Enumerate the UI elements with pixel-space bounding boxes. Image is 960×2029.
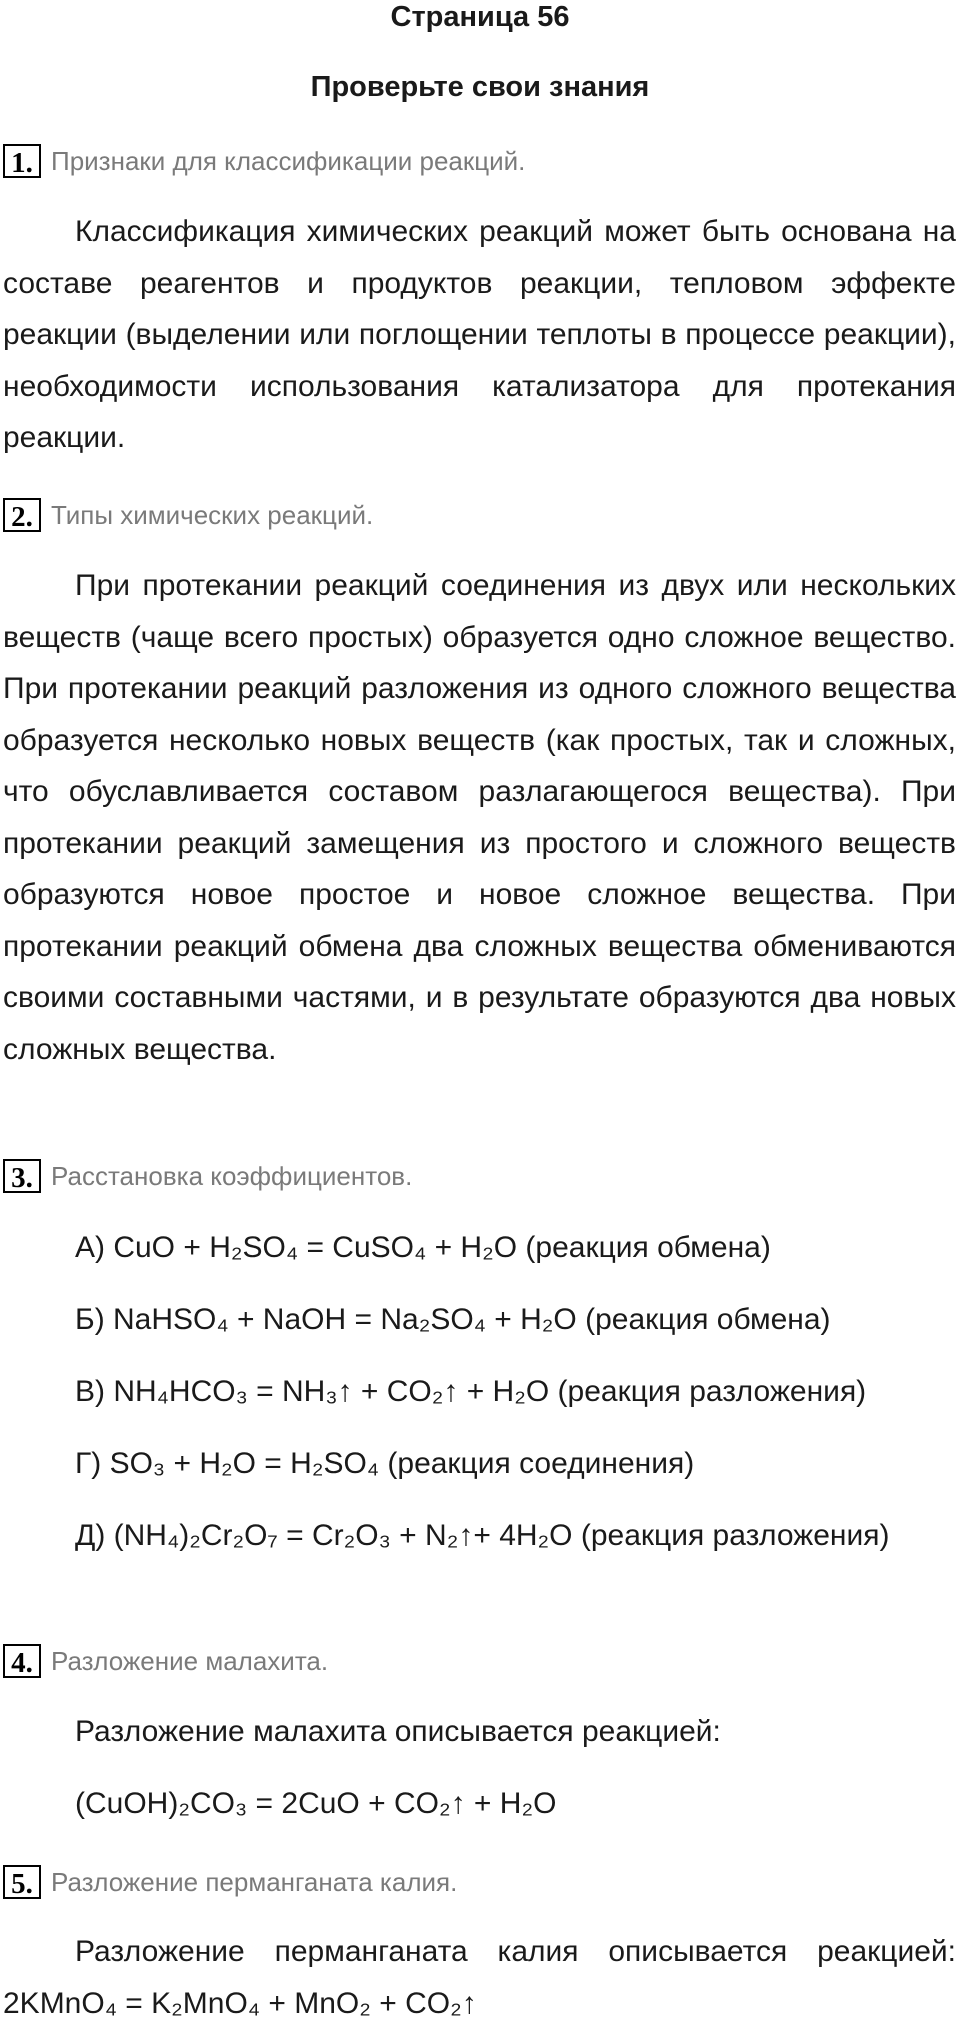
question-1-header [3,141,525,181]
question-3-header [3,1156,412,1196]
page-title: Страница 56 [390,1,570,33]
question-number-badge: 1. [3,144,41,178]
question-title: Признаки для классификации реакций. [51,145,526,176]
question-5-header [3,1862,457,1902]
section-title: Проверьте свои знания [310,71,650,103]
equation-a: А) CuO + H₂SO₄ = CuSO₄ + H₂O (реакция обмена) [75,1231,771,1264]
question-number-badge: 3. [3,1159,41,1193]
question-title: Расстановка коэффициентов. [51,1160,413,1191]
question-title: Разложение перманганата калия. [51,1866,458,1897]
question-number-badge: 2. [3,498,41,532]
question-4-header [3,1641,328,1681]
question-4-answer: Разложение малахита описывается реакцией: [75,1715,721,1748]
question-2-answer: При протекании реакций соединения из двух или нескольких веществ (чаще всего простых) образуется одно сложное вещество. При протекании реакций разложения из одного сложного вещества образуется несколько новых веществ (как простых, так и сложных, что обуславливается составом разлагающегося вещества). При протекании реакций замещения из простого и сложного веществ образуются новое простое и новое сложное вещества. При протекании реакций обмена два сложных вещества обмениваются своими составными частями, и в результате образуются два новых сложных вещества. [3,569,956,1066]
equation-v: В) NH₄HCO₃ = NH₃↑ + CO₂↑ + H₂O (реакция разложения) [75,1375,867,1408]
question-number-badge: 5. [3,1865,41,1899]
question-2-header [3,495,373,535]
question-title: Типы химических реакций. [51,499,374,530]
equation-d: Д) (NH₄)₂Cr₂O₇ = Cr₂O₃ + N₂↑+ 4H₂O (реакция разложения) [75,1519,890,1552]
malachite-equation: (CuOH)₂CO₃ = 2CuO + CO₂↑ + H₂O [75,1787,557,1820]
question-5-answer: Разложение перманганата калия описывается реакцией: 2KMnO₄ = K₂MnO₄ + MnO₂ + CO₂↑ [3,1935,956,2020]
equation-g: Г) SO₃ + H₂O = H₂SO₄ (реакция соединения) [75,1447,695,1480]
question-1-answer: Классификация химических реакций может быть основана на составе реагентов и продуктов реакции, тепловом эффекте реакции (выделении или поглощении теплоты в процессе реакции), необходимости использования катализатора для протекания реакции. [3,215,956,454]
question-number-badge: 4. [3,1644,41,1678]
equation-b: Б) NaHSO₄ + NaOH = Na₂SO₄ + H₂O (реакция обмена) [75,1303,831,1336]
question-title: Разложение малахита. [51,1645,329,1676]
